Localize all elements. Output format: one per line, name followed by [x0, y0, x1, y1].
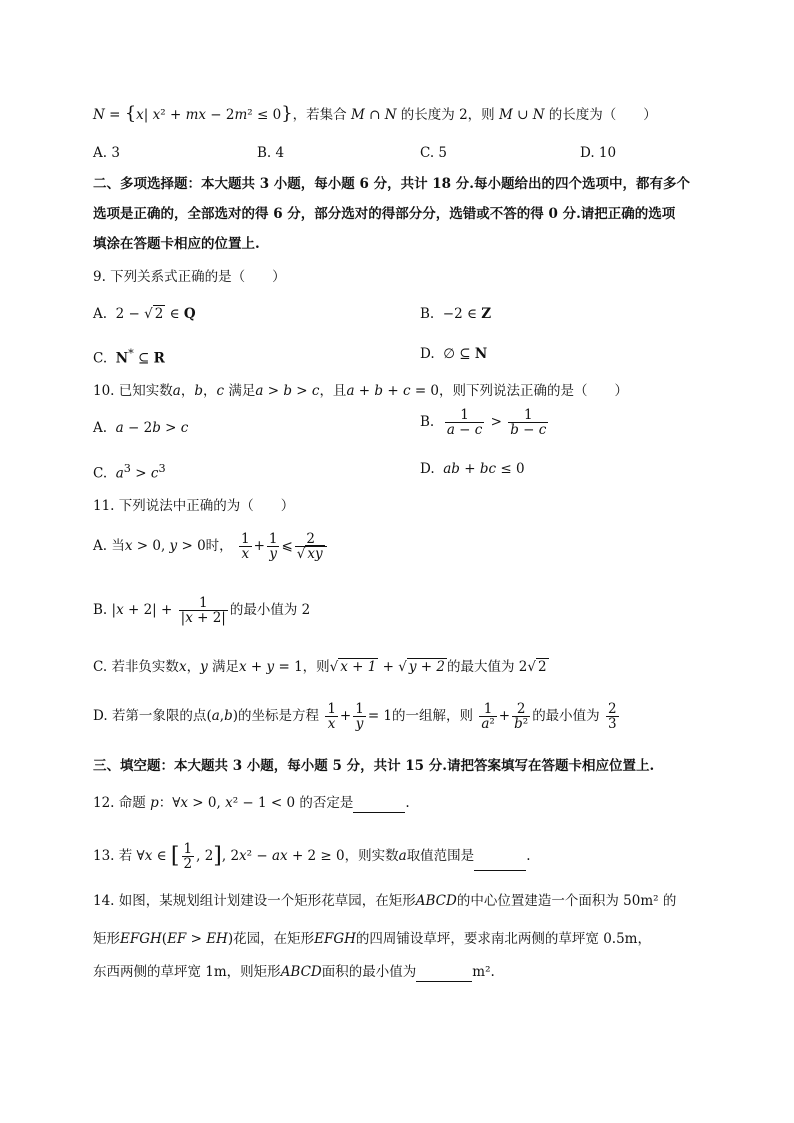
q10-option-d[interactable]: D. ab + bc ≤ 0 [420, 461, 525, 477]
q14-line3: 东西两侧的草坪宽 1m，则矩形ABCD面积的最小值为 m². [93, 964, 495, 980]
q12-answer-blank[interactable] [353, 798, 405, 813]
q10-option-c[interactable]: C. $a^3 > c^3$ [93, 462, 166, 482]
q8-set-n-line: N = {x| x² + mx − 2m² ≤ 0}，若集合 M ∩ N 的长度为 2，则 M ∪ N 的长度为（ ） [93, 103, 657, 124]
q11-option-c[interactable]: C. 若非负实数x，y 满足x + y = 1，则√ x + 1 + √ y + 2 的最大值为 2√ 2 [93, 659, 547, 675]
q9-option-a[interactable]: A. 2 − √ 2 ∈ Q [93, 306, 196, 322]
q11-stem: 11. 下列说法中正确的为（ ） [93, 498, 295, 514]
q12-line: 12. 命题 p：∀x > 0, x² − 1 < 0 的否定是 . [93, 795, 410, 811]
q14-line2: 矩形EFGH(EF > EH)花园，在矩形EFGH的四周铺设草坪，要求南北两侧的草坪宽 0.5m， [93, 931, 651, 947]
q9-stem: 9. 下列关系式正确的是（ ） [93, 269, 286, 285]
q14-answer-blank[interactable] [416, 967, 472, 982]
section3-line1: 三、填空题：本大题共 3 小题，每小题 5 分，共计 15 分.请把答案填写在答题卡相应位置上. [93, 758, 655, 774]
q8-option-c[interactable]: C. 5 [420, 145, 448, 161]
q9-option-d[interactable]: D. ∅ ⊆ N [420, 346, 488, 362]
q8-prefix: ，若集合 [292, 107, 351, 123]
section2-line3: 填涂在答题卡相应的位置上. [93, 236, 260, 252]
q10-option-b[interactable]: B. $\frac{1}{a - c}$ > $\frac{1}{b - c}$ [420, 407, 547, 438]
q14-line1: 14. 如图，某规划组计划建设一个矩形花草园，在矩形ABCD的中心位置建造一个面积为 50m² 的 [93, 893, 677, 909]
set-n-formula: N [93, 107, 105, 123]
q8-option-b[interactable]: B. 4 [257, 145, 285, 161]
q11-option-d[interactable]: D. 若第一象限的点(a,b)的坐标是方程 $\frac{1}{x}$ + $\frac{1}{y}$ = 1的一组解，则 $\frac{1}{\text{a²}}$ + $\frac{2}{\text{b²}}$ 的最小值为 $\frac{2}{3}$ [93, 701, 617, 732]
q8-option-d[interactable]: D. 10 [580, 145, 617, 161]
section2-line2: 选项是正确的，全部选对的得 6 分，部分选对的得部分分，选错或不答的得 0 分.请把正确的选项 [93, 206, 676, 222]
q9-option-c[interactable]: C. N* ⊆ R [93, 347, 165, 367]
section2-line1: 二、多项选择题：本大题共 3 小题，每小题 6 分，共计 18 分.每小题给出的四个选项中，都有多个 [93, 176, 690, 192]
q13-answer-blank[interactable] [474, 856, 526, 871]
q10-stem: 10. 已知实数a，b，c 满足a > b > c，且a + b + c = 0，则下列说法正确的是（ ） [93, 383, 629, 399]
q10-option-a[interactable]: A. a − 2b > c [93, 420, 189, 436]
q8-suffix: 的长度为（ ） [544, 107, 657, 123]
q9-option-b[interactable]: B. −2 ∈ Z [420, 306, 492, 322]
q8-option-a[interactable]: A. 3 [93, 145, 120, 161]
q11-option-b[interactable]: B. |x + 2| + $\frac{1}{|x + 2|}$ 的最小值为 2 [93, 595, 311, 626]
q13-line: 13. 若 ∀x ∈ [ $\frac{1}{2}$ , 2], 2x² − ax + 2 ≥ 0，则实数a取值范围是 . [93, 841, 531, 872]
q11-option-a[interactable]: A. 当x > 0, y > 0时， $\frac{1}{x}$ + $\frac{1}{y}$ ⩽ $\frac{2}{√ xy}$ [93, 532, 329, 561]
q8-middle: 的长度为 2，则 [396, 107, 499, 123]
